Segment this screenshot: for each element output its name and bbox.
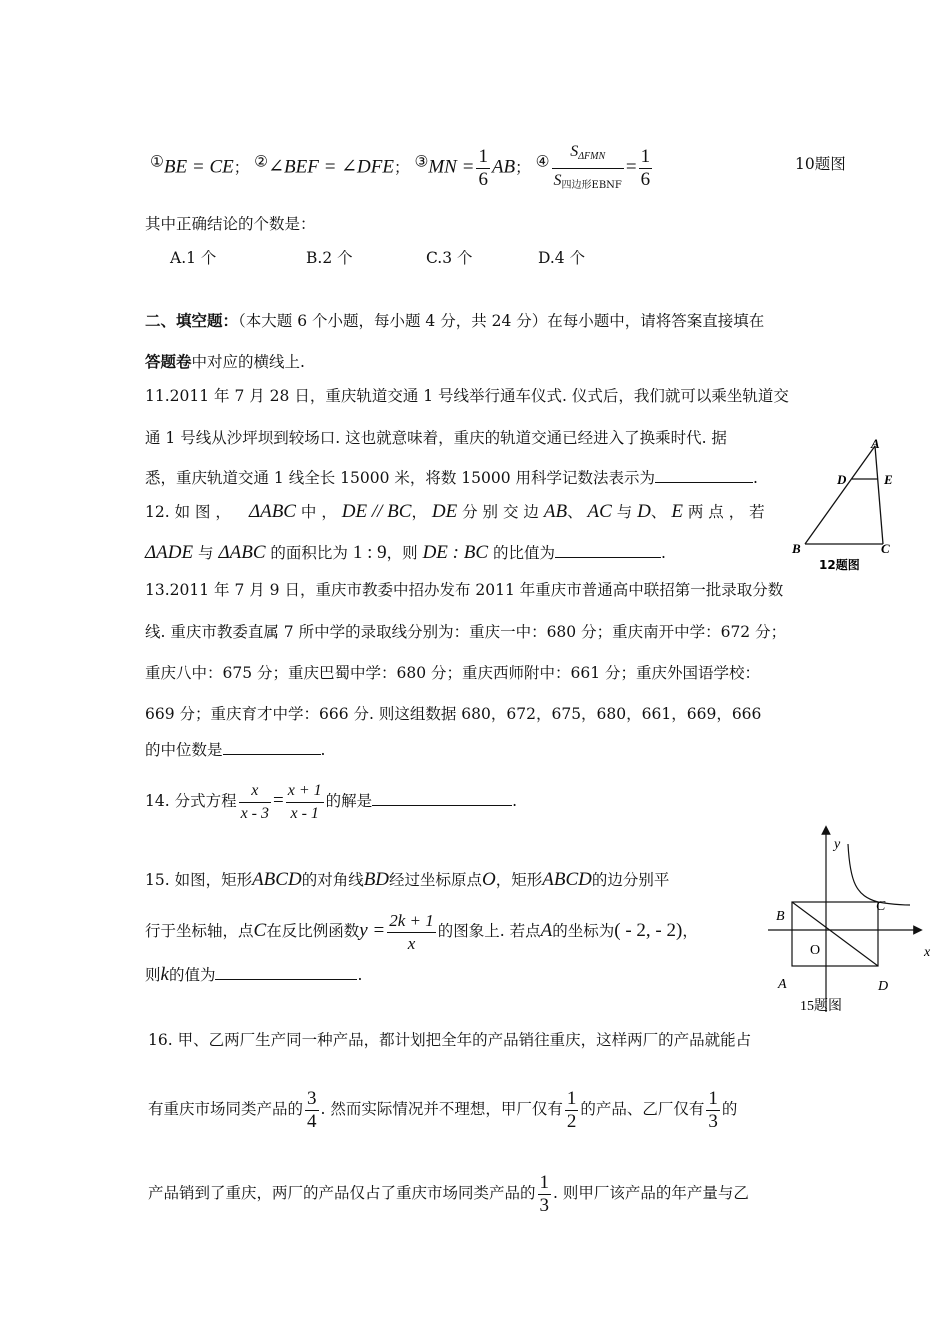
q16-f2n: 1 (566, 1087, 577, 1109)
q10-sep: ； (233, 158, 250, 177)
q16-f2d: 2 (566, 1110, 577, 1132)
q12-t4: 分 别 交 边 (457, 503, 544, 521)
q15-fraction (387, 910, 436, 955)
q12-e7: E (671, 501, 683, 522)
q12-e8: ΔADE (145, 542, 194, 563)
q10-c3-lhs: MN = (428, 156, 475, 178)
section2-rest: 中对应的横线上. (191, 353, 305, 371)
q16-line2 (148, 1084, 737, 1134)
q15-t11: 则 (145, 966, 161, 984)
q15-figure-caption: 15题图 (800, 999, 842, 1014)
q13-line5-text: 的中位数是 (145, 741, 223, 759)
q14-t2: 的解是 (325, 792, 373, 810)
q12-t11: ，则 (386, 544, 423, 562)
q15-label-d: D (878, 979, 889, 994)
q15-e2: BD (363, 869, 390, 890)
q10-option-b: B.2 个 (306, 249, 353, 267)
q10-c2-expr: ∠BEF = ∠DFE (268, 156, 394, 178)
q10-c3-rhs: AB (491, 156, 516, 178)
q16-t4: 的 (721, 1100, 738, 1118)
q11-end: . (753, 469, 758, 487)
q14-end: . (512, 792, 518, 810)
q10-option-d: D.4 个 (538, 249, 586, 267)
q16-f4n: 1 (539, 1171, 550, 1193)
q10-figure-label: 10题图 (795, 155, 846, 173)
q16-line1: 16. 甲、乙两厂生产同一种产品，都计划把全年的产品销往重庆，这样两厂的产品就能占 (148, 1031, 752, 1049)
q15-label-c: C (876, 899, 886, 914)
q12-label-a: A (871, 436, 880, 451)
q12-t9: 与 (193, 544, 219, 562)
q15-label-x: x (924, 945, 931, 960)
q16-f1n: 3 (307, 1087, 317, 1109)
q12-e2: DE // BC (341, 501, 412, 522)
q11-line3-text: 悉，重庆轨道交通 1 线全长 15000 米，将数 15000 用科学记数法表示为 (145, 469, 656, 487)
q15-label-b: B (776, 909, 785, 924)
q15-t4: ，矩形 (495, 871, 543, 889)
q16-line3 (148, 1168, 749, 1218)
q14-n2: x + 1 (286, 780, 324, 803)
q16-f3n: 1 (708, 1087, 718, 1109)
q15-t8: 的图象上. 若点 (437, 922, 541, 940)
section2-line2 (145, 350, 305, 374)
q15-hyperbola (848, 844, 910, 905)
q12-t12: 的比值为 (488, 544, 555, 562)
q15-t10: ， (682, 922, 698, 940)
q10-c4-rfraction (639, 146, 653, 191)
q15-t12: 的值为 (168, 966, 216, 984)
q10-c4-marker: ④ (535, 152, 550, 171)
q15-e7: y = (359, 920, 386, 941)
q14-t1: 14. 分式方程 (145, 792, 237, 810)
q12-t1: 12. 如 图 ， (145, 503, 231, 521)
q12-t3: ， (411, 503, 432, 521)
q13-answer-blank[interactable] (223, 738, 321, 755)
q16-t3: 的产品、乙厂仅有 (580, 1100, 705, 1118)
section2-desc: （本大题 6 个小题，每小题 4 分，共 24 分）在每小题中，请将答案直接填在 (238, 312, 765, 330)
q14-d1: x - 3 (240, 804, 270, 822)
q10-c4-den-sub: 四边形EBNF (561, 180, 622, 191)
q12-e4: AB (543, 501, 568, 522)
q15-t9: 的坐标为 (552, 922, 615, 940)
q12-label-d: D (837, 472, 847, 487)
q15-fd: x (407, 933, 416, 953)
q12-e6: D (637, 501, 651, 522)
q10-prompt: 其中正确结论的个数是： (145, 215, 316, 233)
q10-sep: ； (515, 158, 531, 177)
q10-option-c: C.3 个 (426, 249, 473, 267)
q10-conclusions (150, 140, 654, 197)
q14-n1: x (239, 780, 271, 803)
q16-f1d: 4 (307, 1110, 317, 1132)
q10-c3-fraction (476, 146, 490, 191)
q12-end: . (660, 544, 666, 562)
q14-eq: = (273, 790, 284, 811)
q12-e5: AC (587, 501, 612, 522)
q12-t10: 的面积比为 (265, 544, 353, 562)
q10-c3-marker: ③ (414, 152, 429, 171)
q15-e1: ABCD (252, 869, 302, 890)
q12-label-e: E (884, 472, 893, 487)
q15-e3: O (482, 869, 496, 890)
q15-e4: ABCD (542, 869, 592, 890)
q12-e9: ΔABC (218, 542, 266, 563)
q10-c4-den-s: S (553, 172, 562, 189)
q15-answer-blank[interactable] (215, 963, 357, 980)
q15-fn: 2k + 1 (387, 910, 436, 933)
q16-fraction-1 (305, 1088, 319, 1133)
section2-header (145, 309, 764, 333)
q16-t5: 产品销到了重庆，两厂的产品仅占了重庆市场同类产品的 (148, 1184, 536, 1202)
q12-t6: 与 (611, 503, 638, 521)
q15-e8: A (540, 920, 553, 941)
q10-c4-rnum: 1 (640, 146, 651, 167)
q15-end: . (357, 966, 363, 984)
q15-t1: 15. 如图，矩形 (145, 871, 253, 889)
q13-line2: 线. 重庆市教委直属 7 所中学的录取线分别为：重庆一中：680 分；重庆南开中学：672 分； (145, 623, 787, 641)
q12-line-ab (805, 446, 875, 544)
q15-e6: C (253, 920, 267, 941)
q14-fraction-left (239, 780, 271, 825)
q10-c4-num-s: S (570, 143, 579, 160)
q15-line3 (145, 963, 362, 987)
section2-bold: 答题卷 (145, 352, 192, 371)
q12-label-b: B (792, 541, 801, 556)
q15-t2: 的对角线 (301, 871, 364, 889)
q15-t3: 经过坐标原点 (389, 871, 483, 889)
q10-c2-marker: ② (254, 152, 269, 171)
q12-t8: 两 点 ， 若 (682, 503, 765, 521)
q14-line (145, 776, 517, 826)
q15-t7: 在反比例函数 (266, 922, 360, 940)
q10-c4-fraction (552, 140, 624, 197)
q13-line3: 重庆八中：675 分；重庆巴蜀中学：680 分；重庆西师附中：661 分；重庆外国语学校： (145, 664, 761, 682)
q13-line4: 669 分；重庆育才中学：666 分. 则这组数据 680，672，675，680，661，669，666 (145, 705, 762, 723)
q16-t2: . 然而实际情况并不理想，甲厂仅有 (320, 1100, 563, 1118)
q15-t5: 的边分别平 (591, 871, 670, 889)
q10-options (170, 246, 585, 270)
q15-label-y: y (834, 837, 841, 852)
section2-title: 二、填空题： (145, 311, 239, 330)
q12-e10: 1 : 9 (352, 542, 387, 563)
q10-c3-den: 6 (478, 169, 488, 190)
q16-f4d: 3 (539, 1194, 550, 1216)
q14-d2: x - 1 (290, 804, 319, 822)
q15-e11: k (160, 964, 169, 985)
q12-figure (785, 436, 905, 576)
q12-e1: ΔABC (248, 501, 296, 522)
q10-option-a: A.1 个 (170, 249, 217, 267)
q16-fraction-2 (565, 1088, 579, 1133)
q12-line2 (145, 541, 666, 565)
q10-c1-marker: ① (150, 152, 164, 171)
q12-t5: 、 (567, 503, 588, 521)
q12-line-ac (875, 446, 883, 544)
q12-line1 (145, 500, 765, 524)
q12-e3: DE (431, 501, 458, 522)
q10-c1-expr: BE = CE (163, 156, 234, 178)
q13-end: . (320, 741, 326, 759)
q12-t7: 、 (650, 503, 672, 521)
q13-line5 (145, 738, 325, 762)
q15-label-a: A (778, 977, 787, 992)
q12-label-c: C (881, 541, 890, 556)
q11-line3 (145, 466, 758, 490)
q16-fraction-3 (706, 1088, 720, 1133)
q14-answer-blank[interactable] (372, 789, 512, 806)
q12-e11: DE : BC (422, 542, 489, 563)
q10-c4-eq: = (625, 156, 637, 178)
q12-answer-blank[interactable] (555, 541, 661, 558)
q10-sep: ； (394, 158, 410, 177)
q15-line1 (145, 868, 669, 892)
q15-figure (760, 822, 940, 1018)
q15-diagonal-bd (792, 902, 878, 966)
q11-answer-blank[interactable] (655, 466, 753, 483)
q15-t6: 行于坐标轴，点 (145, 922, 254, 940)
q12-figure-caption: 12题图 (819, 558, 860, 572)
q10-c4-num-sub: ΔFMN (578, 151, 606, 162)
q15-line2 (145, 906, 698, 956)
q14-fraction-right (286, 780, 324, 825)
q16-t1: 有重庆市场同类产品的 (148, 1100, 304, 1118)
q16-f3d: 3 (708, 1110, 718, 1132)
q10-c3-num: 1 (478, 146, 488, 167)
q15-label-o: O (810, 943, 821, 958)
q12-t2: 中 ， (295, 503, 342, 521)
q11-line2: 通 1 号线从沙坪坝到较场口. 这也就意味着，重庆的轨道交通已经进入了换乘时代. 据 (145, 429, 727, 447)
q15-e9: ( - 2, - 2) (614, 920, 683, 941)
q13-line1: 13.2011 年 7 月 9 日，重庆市教委中招办发布 2011 年重庆市普通高中联招第一批录取分数 (145, 581, 784, 599)
q10-c4-rden: 6 (640, 169, 651, 190)
q16-fraction-4 (538, 1172, 552, 1217)
q16-t6: . 则甲厂该产品的年产量与乙 (553, 1184, 749, 1202)
q11-line1: 11.2011 年 7 月 28 日，重庆轨道交通 1 号线举行通车仪式. 仪式后，我们就可以乘坐轨道交 (145, 387, 789, 405)
